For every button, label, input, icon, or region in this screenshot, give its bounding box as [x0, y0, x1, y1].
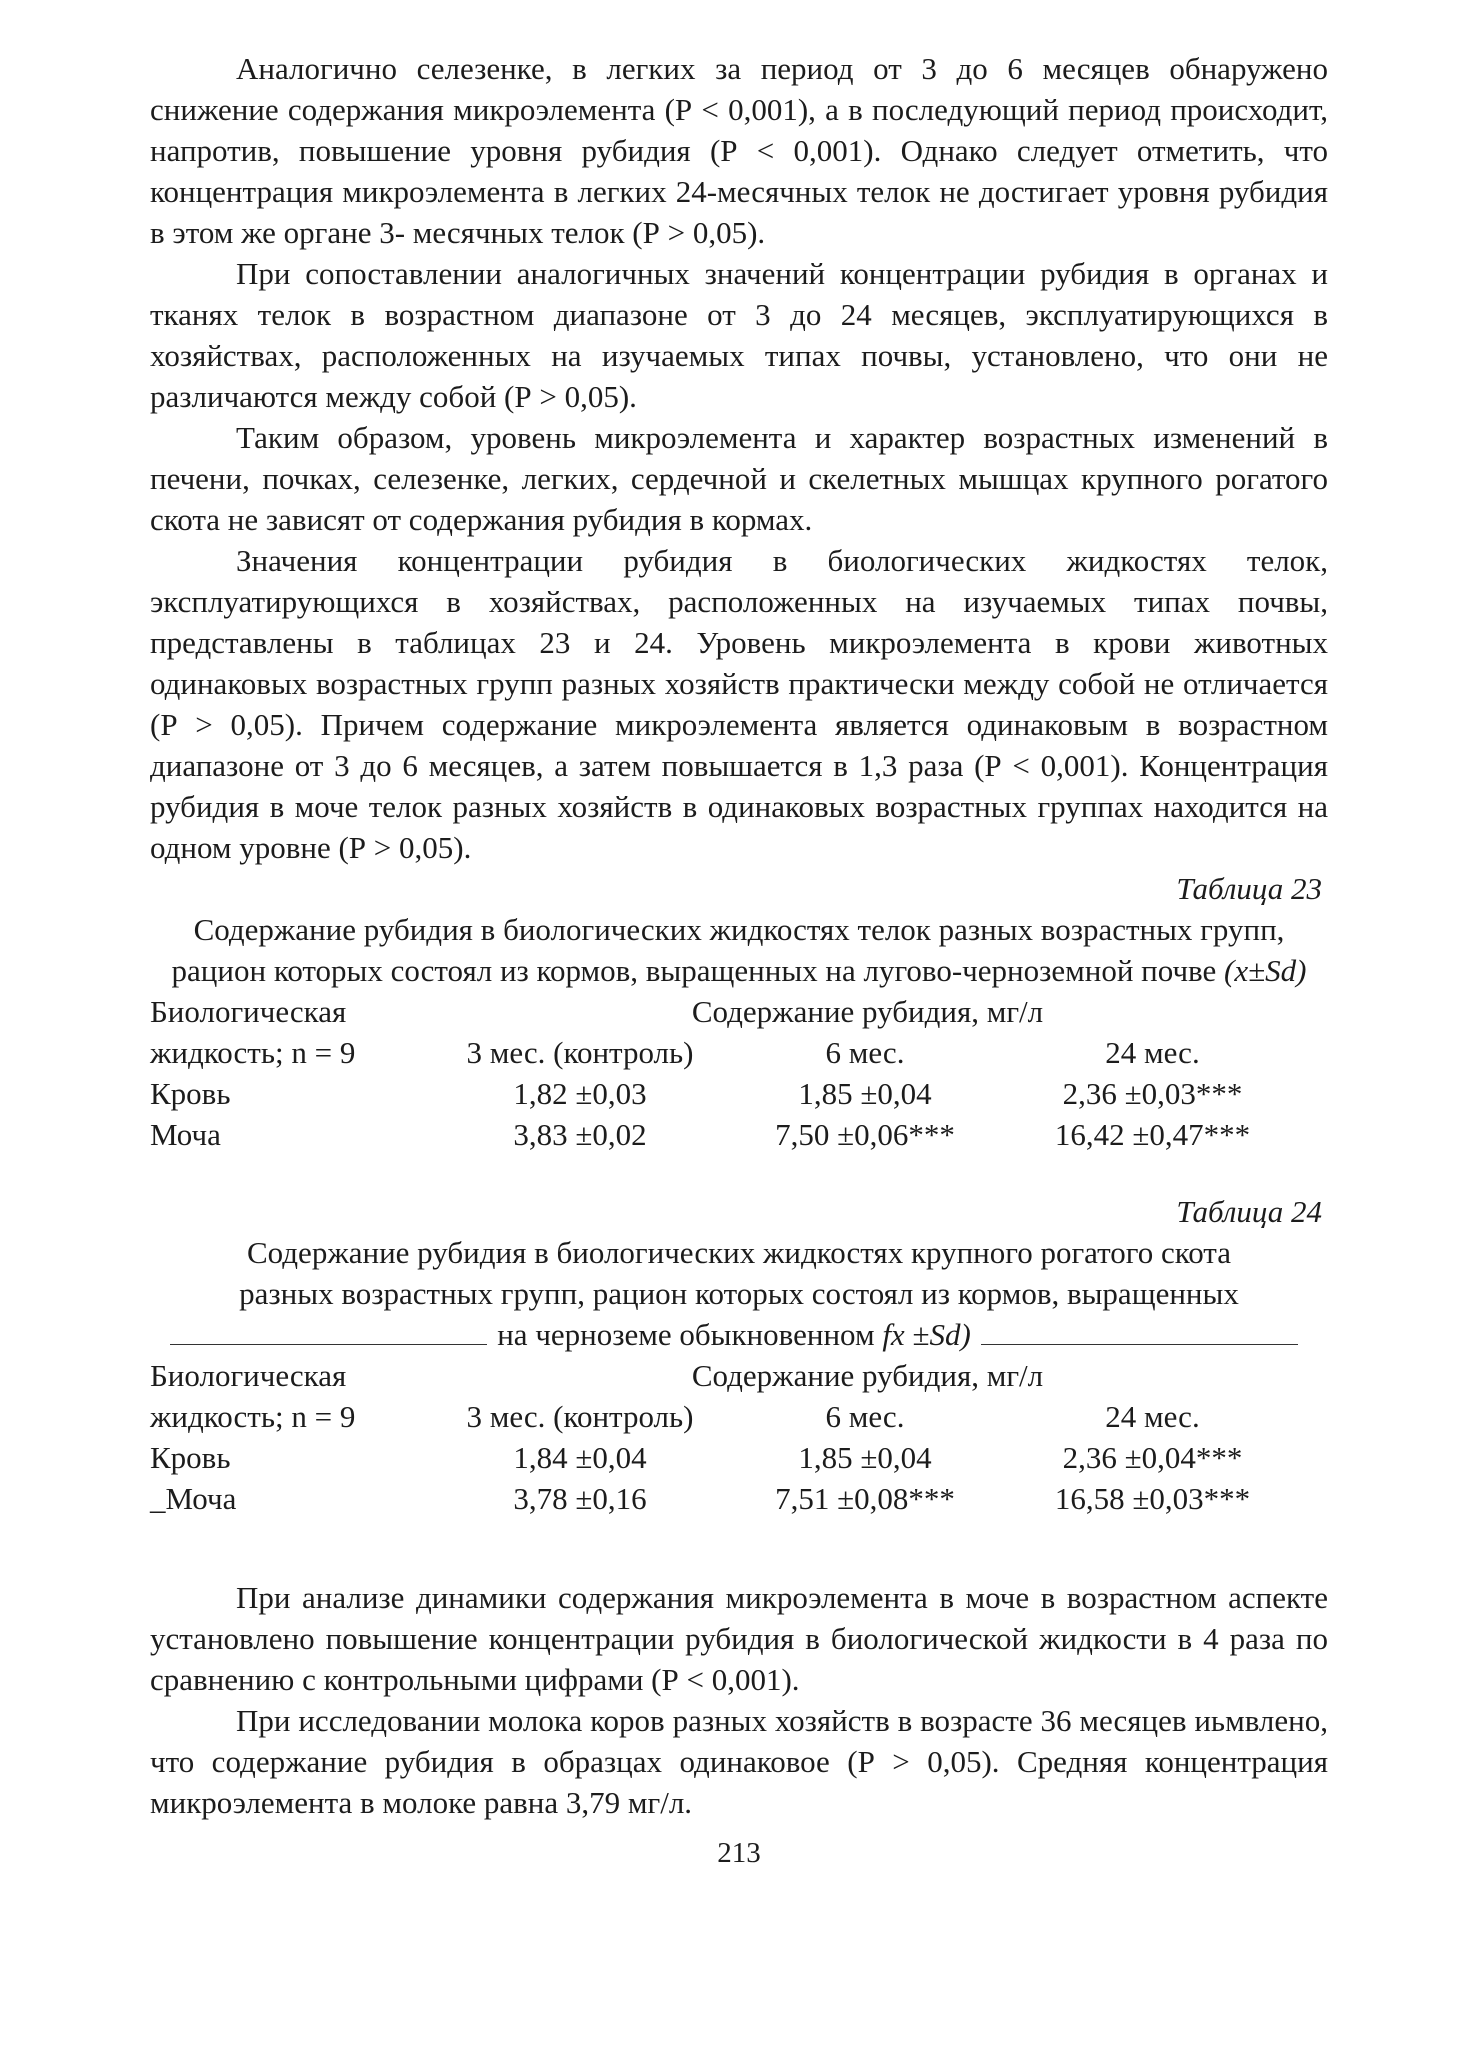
table-23-caption-formula: (x±Sd) — [1224, 953, 1307, 988]
table-cell: 3,78 ±0,16 — [513, 1481, 647, 1516]
row-label: _Моча — [150, 1481, 237, 1516]
table-head-left: жидкость; n = 9 — [150, 1399, 356, 1434]
table-23 — [150, 991, 1300, 1155]
table-23-caption — [150, 909, 1328, 991]
table-23-caption-text: Содержание рубидия в биологических жидкостях телок разных возрастных групп, рацион которых состоял из кормов, выращенных на лугово-черноземной почве — [171, 912, 1285, 988]
table-24-caption-text: на черноземе обыкновенном — [497, 1317, 875, 1352]
table-column-header: 24 мес. — [1105, 1035, 1200, 1070]
row-label: Кровь — [150, 1076, 231, 1111]
table-24 — [150, 1355, 1300, 1519]
paragraph-fluids: Значения концентрации рубидия в биологических жидкостях телок, эксплуатирующихся в хозяйствах, расположенных на изучаемых типах почвы, представлены в таблицах 23 и 24. Уровень микроэлемента в крови животных одинаковых возрастных групп разных хозяйств практически между собой не отличается (Р > 0,05). Причем содержание микроэлемента является одинаковым в возрастном диапазоне от 3 до 6 месяцев, а затем повышается в 1,3 раза (Р < 0,001). Концентрация рубидия в моче телок разных хозяйств в одинаковых возрастных группах находится на одном уровне (Р > 0,05). — [150, 543, 1328, 865]
table-24-caption-line-1: Содержание рубидия в биологических жидкостях крупного рогатого скота — [247, 1235, 1231, 1270]
paragraph-lungs: Аналогично селезенке, в легких за период от 3 до 6 месяцев обнаружено снижение содержания микроэлемента (Р < 0,001), а в последующий период происходит, напротив, повышение уровня рубидия (Р < 0,001). Однако следует отметить, что концентрация микроэлемента в легких 24-месячных телок не достигает уровня рубидия в этом же органе 3- месячных телок (Р > 0,05). — [150, 51, 1328, 250]
table-head-left: Биологическая — [150, 1358, 347, 1393]
caption-rule-left — [170, 1314, 487, 1345]
page-number: 213 — [717, 1837, 761, 1869]
table-column-header: 6 мес. — [825, 1399, 905, 1434]
table-24-caption-line-3 — [150, 1314, 1328, 1355]
caption-mid — [487, 1314, 981, 1355]
table-cell: 2,36 ±0,04*** — [1062, 1440, 1243, 1475]
table-column-header: 24 мес. — [1105, 1399, 1200, 1434]
table-header-row — [150, 991, 1300, 1032]
table-cell: 7,51 ±0,08*** — [775, 1481, 955, 1516]
table-row — [150, 1073, 1300, 1114]
caption-rule-right — [981, 1314, 1298, 1345]
table-header-row — [150, 1032, 1300, 1073]
table-cell: 1,85 ±0,04 — [798, 1076, 932, 1111]
table-header-row — [150, 1355, 1300, 1396]
table-row — [150, 1437, 1300, 1478]
table-column-header: 3 мес. (контроль) — [466, 1035, 694, 1070]
paragraph-conclusion: Таким образом, уровень микроэлемента и характер возрастных изменений в печени, почках, селезенке, легких, сердечной и скелетных мышцах крупного рогатого скота не зависят от содержания рубидия в кормах. — [150, 420, 1328, 537]
table-cell: 16,42 ±0,47*** — [1054, 1117, 1251, 1152]
table-24-caption-line-2: разных возрастных групп, рацион которых состоял из кормов, выращенных — [239, 1276, 1239, 1311]
spacer — [150, 1155, 1328, 1191]
table-cell: 3,83 ±0,02 — [513, 1117, 647, 1152]
table-cell: 7,50 ±0,06*** — [775, 1117, 955, 1152]
table-cell: 1,84 ±0,04 — [513, 1440, 647, 1475]
table-head-span: Содержание рубидия, мг/л — [691, 1358, 1044, 1393]
table-cell: 1,82 ±0,03 — [513, 1076, 647, 1111]
table-head-left: Биологическая — [150, 994, 347, 1029]
table-row — [150, 1114, 1300, 1155]
table-column-header: 3 мес. (контроль) — [466, 1399, 694, 1434]
row-label: Кровь — [150, 1440, 231, 1475]
paragraph-urine-dynamics: При анализе динамики содержания микроэлемента в моче в возрастном аспекте установлено повышение концентрации рубидия в биологической жидкости в 4 раза по сравнению с контрольными цифрами (Р < 0,001). — [150, 1580, 1328, 1697]
spacer — [150, 1519, 1328, 1577]
table-column-header: 6 мес. — [825, 1035, 905, 1070]
paragraph-milk: При исследовании молока коров разных хозяйств в возрасте 36 месяцев иьмвлено, что содержание рубидия в образцах одинаковое (Р > 0,05). Средняя концентрация микроэлемента в молоке равна 3,79 мг/л. — [150, 1703, 1328, 1820]
table-24-label: Таблица 24 — [1176, 1194, 1322, 1229]
table-head-span: Содержание рубидия, мг/л — [691, 994, 1044, 1029]
table-row — [150, 1478, 1300, 1519]
row-label: Моча — [150, 1117, 221, 1152]
document-page — [150, 48, 1328, 1874]
paragraph-comparison: При сопоставлении аналогичных значений концентрации рубидия в органах и тканях телок в возрастном диапазоне от 3 до 24 месяцев, эксплуатирующихся в хозяйствах, расположенных на изучаемых типах почвы, установлено, что они не различаются между собой (Р > 0,05). — [150, 256, 1328, 414]
table-cell: 2,36 ±0,03*** — [1062, 1076, 1243, 1111]
spacer — [150, 1823, 1328, 1833]
table-cell: 1,85 ±0,04 — [798, 1440, 932, 1475]
table-cell: 16,58 ±0,03*** — [1054, 1481, 1251, 1516]
table-23-label: Таблица 23 — [1176, 871, 1322, 906]
table-24-caption-formula: fx ±Sd) — [882, 1317, 971, 1352]
table-header-row — [150, 1396, 1300, 1437]
table-head-left: жидкость; n = 9 — [150, 1035, 356, 1070]
